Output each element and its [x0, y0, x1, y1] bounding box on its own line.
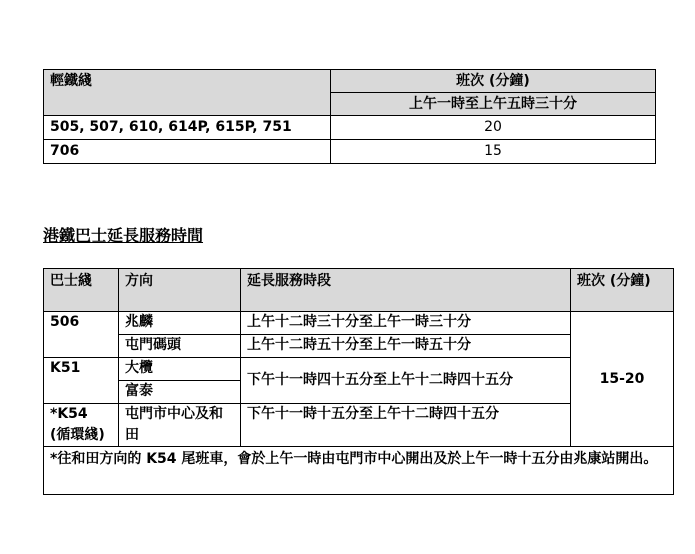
- light-rail-route-cell: 706: [44, 140, 331, 164]
- bus-route-header: 巴士綫: [44, 269, 119, 312]
- bus-direction-header: 方向: [119, 269, 241, 312]
- bus-direction-cell: 屯門碼頭: [119, 335, 241, 358]
- light-rail-route-cell: 505, 507, 610, 614P, 615P, 751: [44, 116, 331, 140]
- table-row: [44, 312, 674, 335]
- light-rail-route-header: 輕鐵綫: [44, 70, 331, 116]
- bus-direction-cell: 富泰: [119, 381, 241, 404]
- table-row: [44, 140, 656, 164]
- bus-route-cell: [44, 404, 119, 447]
- light-rail-table: [43, 69, 656, 164]
- bus-table: [43, 268, 674, 495]
- bus-period-cell: 上午十二時三十分至上午一時三十分: [241, 312, 571, 335]
- light-rail-frequency-cell: 15: [331, 140, 656, 164]
- bus-frequency-cell: 15-20: [571, 312, 674, 447]
- bus-route-cell: K51: [44, 358, 119, 404]
- bus-period-header: 延長服務時段: [241, 269, 571, 312]
- bus-route-note: (循環綫): [50, 427, 105, 443]
- light-rail-period-header: 上午一時至上午五時三十分: [331, 93, 656, 116]
- bus-direction-cell: 兆麟: [119, 312, 241, 335]
- light-rail-frequency-header: 班次 (分鐘): [331, 70, 656, 93]
- bus-direction-cell: 大欖: [119, 358, 241, 381]
- bus-route-cell: 506: [44, 312, 119, 358]
- bus-period-cell: 上午十二時五十分至上午一時五十分: [241, 335, 571, 358]
- bus-period-cell: 下午十一時四十五分至上午十二時四十五分: [241, 358, 571, 404]
- bus-period-cell: 下午十一時十五分至上午十二時四十五分: [241, 404, 571, 447]
- bus-route-number: *K54: [50, 406, 88, 422]
- bus-frequency-header: 班次 (分鐘): [571, 269, 674, 312]
- section-title: 港鐵巴士延長服務時間: [43, 226, 204, 245]
- bus-footnote: *往和田方向的 K54 尾班車，會於上午一時由屯門市中心開出及於上午一時十五分由兆康站開出。: [44, 447, 674, 495]
- table-row: [44, 116, 656, 140]
- light-rail-frequency-cell: 20: [331, 116, 656, 140]
- bus-direction-cell: 屯門市中心及和田: [119, 404, 241, 447]
